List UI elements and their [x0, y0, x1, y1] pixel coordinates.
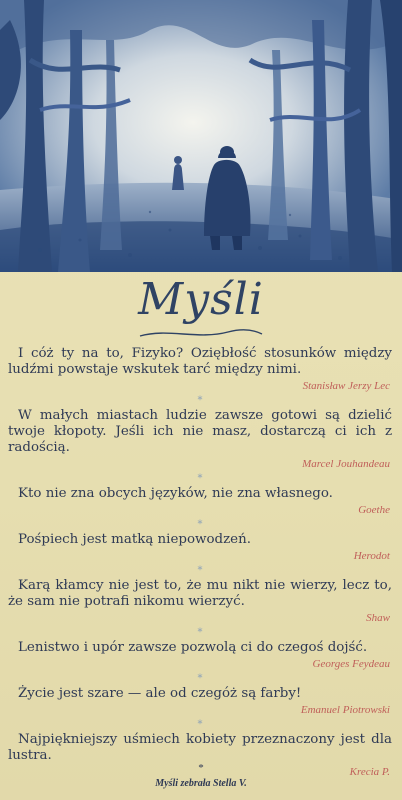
quote-7	[8, 686, 392, 717]
quote-text: W małych miastach ludzie zawsze gotowi są dzielić twoje kłopoty. Jeśli ich nie masz, dostarczą ci ich z radością.	[8, 408, 392, 455]
quote-3	[8, 486, 392, 517]
quote-text: Pośpiech jest matką niepowodzeń.	[18, 532, 251, 547]
separator-star: *	[197, 627, 203, 638]
separator-star: *	[197, 519, 203, 530]
quote-1	[8, 346, 392, 393]
quote-4	[8, 532, 392, 563]
quote-text: Lenistwo i upór zawsze pozwolą ci do czegoś dojść.	[18, 640, 368, 655]
quote-author: Marcel Jouhandeau	[302, 458, 390, 470]
quote-author: Georges Feydeau	[312, 658, 390, 670]
quotes-list	[8, 346, 392, 779]
quote-text: Życie jest szare — ale od czegóż są farby!	[18, 686, 302, 701]
quote-text: Najpiękniejszy uśmiech kobiety przeznaczony jest dla lustra.	[8, 732, 392, 763]
quote-5	[8, 578, 392, 625]
quote-author: Shaw	[366, 612, 390, 624]
separator-star: *	[197, 565, 203, 576]
footer-star: *	[198, 762, 204, 774]
separator-star: *	[197, 473, 203, 484]
quote-author: Goethe	[358, 504, 390, 516]
quote-text: I cóż ty na to, Fizyko? Oziębłość stosunków między ludźmi powstaje wskutek tarć między nimi.	[8, 346, 392, 377]
quote-6	[8, 640, 392, 671]
quote-author: Stanisław Jerzy Lec	[302, 380, 390, 392]
separator-star: *	[197, 395, 203, 406]
autumn-park-photo	[0, 0, 402, 272]
quote-2	[8, 408, 392, 471]
quote-author: Herodot	[353, 550, 390, 562]
separator-star: *	[197, 673, 203, 684]
compiled-by-credit: Myśli zebrała Stella V.	[155, 778, 247, 789]
separator-star: *	[197, 719, 203, 730]
quote-author: Emanuel Piotrowski	[300, 704, 390, 716]
quote-text: Kto nie zna obcych języków, nie zna własnego.	[18, 486, 333, 501]
title-flourish	[138, 326, 264, 340]
quote-author: Krecia P.	[349, 766, 390, 778]
park-illustration	[0, 0, 402, 272]
quote-text: Karą kłamcy nie jest to, że mu nikt nie wierzy, lecz to, że sam nie potrafi nikomu wierzyć.	[8, 578, 392, 609]
page-title: Myśli	[138, 274, 264, 325]
